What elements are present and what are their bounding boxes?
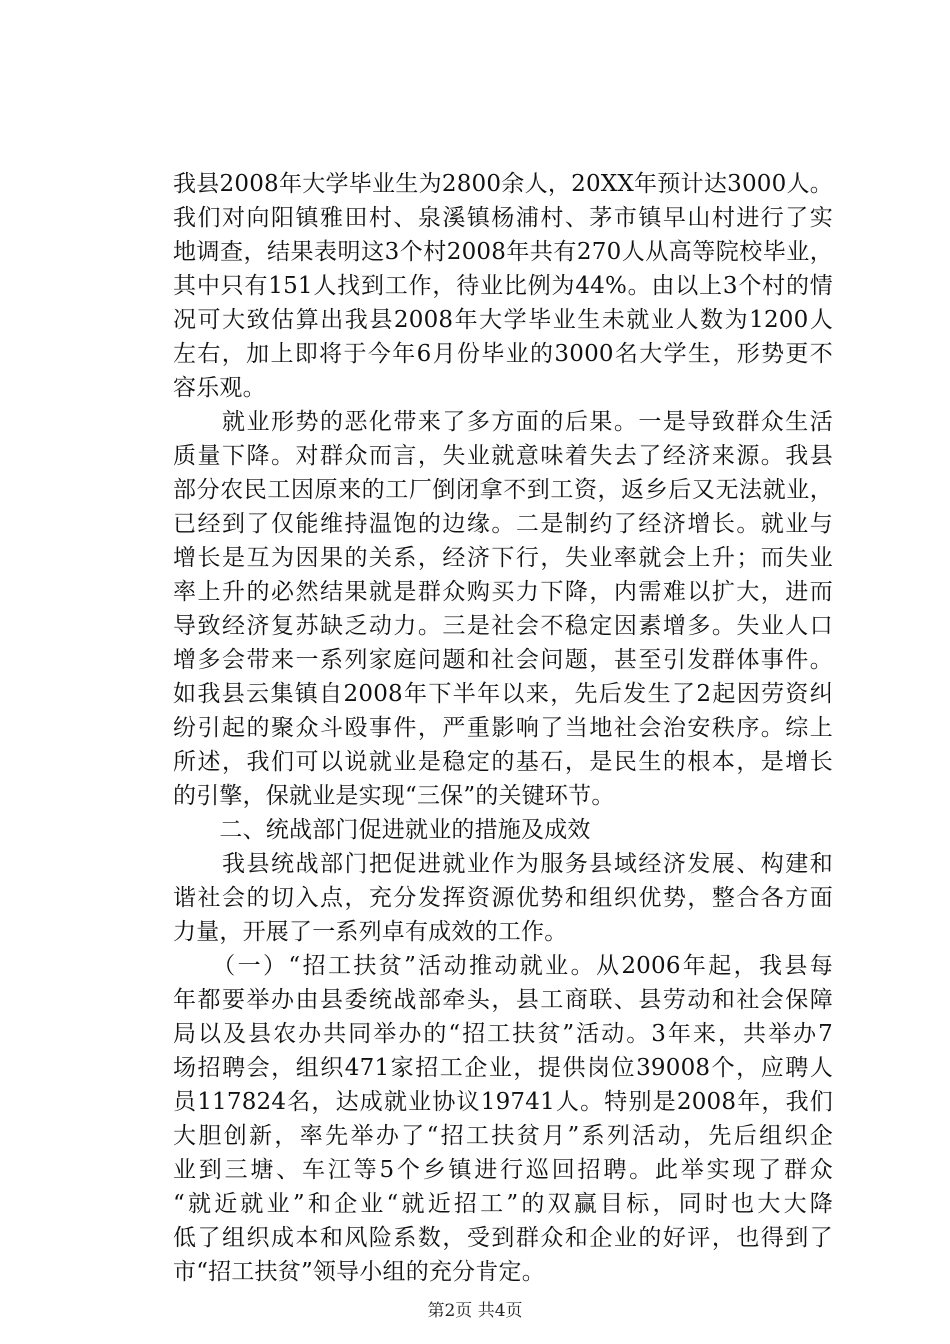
text-line: 已经到了仅能维持温饱的边缘。二是制约了经济增长。就业与 — [173, 511, 833, 537]
text-line: 的引擎，保就业是实现“三保”的关键环节。 — [173, 783, 615, 809]
text-line: 力量，开展了一系列卓有成效的工作。 — [173, 919, 568, 945]
text-line: 我县统战部门把促进就业作为服务县域经济发展、构建和 — [173, 851, 833, 877]
text-line: 我县2008年大学毕业生为2800余人，20XX年预计达3000人。 — [173, 171, 833, 197]
text-line: （一）“招工扶贫”活动推动就业。从2006年起，我县每 — [173, 953, 833, 979]
text-line: 局以及县农办共同举办的“招工扶贫”活动。3年来，共举办7 — [173, 1021, 833, 1047]
text-line: 大胆创新，率先举办了“招工扶贫月”系列活动，先后组织企 — [173, 1123, 833, 1149]
text-line: 其中只有151人找到工作，待业比例为44%。由以上3个村的情 — [173, 273, 833, 299]
text-line: 增长是互为因果的关系，经济下行，失业率就会上升；而失业 — [173, 545, 833, 571]
text-line: 增多会带来一系列家庭问题和社会问题，甚至引发群体事件。 — [173, 647, 833, 673]
page-number-footer: 第2页 共4页 — [427, 1301, 523, 1321]
text-line: 我们对向阳镇雅田村、泉溪镇杨浦村、茅市镇早山村进行了实 — [173, 205, 833, 231]
text-line: 就业形势的恶化带来了多方面的后果。一是导致群众生活 — [173, 409, 833, 435]
text-line: 场招聘会，组织471家招工企业，提供岗位39008个，应聘人 — [173, 1055, 833, 1081]
text-line: 容乐观。 — [173, 375, 266, 401]
text-line: 低了组织成本和风险系数，受到群众和企业的好评，也得到了 — [173, 1225, 833, 1251]
text-line: 员117824名，达成就业协议19741人。特别是2008年，我们 — [173, 1089, 833, 1115]
text-line: “就近就业”和企业“就近招工”的双赢目标，同时也大大降 — [173, 1191, 833, 1217]
text-line: 质量下降。对群众而言，失业就意味着失去了经济来源。我县 — [173, 443, 833, 469]
text-line: 业到三塘、车江等5个乡镇进行巡回招聘。此举实现了群众 — [173, 1157, 833, 1183]
text-line: 左右，加上即将于今年6月份毕业的3000名大学生，形势更不 — [173, 341, 833, 367]
text-line: 年都要举办由县委统战部牵头，县工商联、县劳动和社会保障 — [173, 987, 833, 1013]
text-line: 地调查，结果表明这3个村2008年共有270人从高等院校毕业， — [173, 239, 833, 265]
text-line: 谐社会的切入点，充分发挥资源优势和组织优势，整合各方面 — [173, 885, 833, 911]
text-line: 所述，我们可以说就业是稳定的基石，是民生的根本，是增长 — [173, 749, 833, 775]
text-line: 导致经济复苏缺乏动力。三是社会不稳定因素增多。失业人口 — [173, 613, 833, 639]
section-heading: 二、统战部门促进就业的措施及成效 — [173, 817, 591, 843]
text-line: 如我县云集镇自2008年下半年以来，先后发生了2起因劳资纠 — [173, 681, 833, 707]
text-line: 市“招工扶贫”领导小组的充分肯定。 — [173, 1259, 545, 1285]
text-line: 纷引起的聚众斗殴事件，严重影响了当地社会治安秩序。综上 — [173, 715, 833, 741]
text-line: 部分农民工因原来的工厂倒闭拿不到工资，返乡后又无法就业， — [173, 477, 833, 503]
text-line: 率上升的必然结果就是群众购买力下降，内需难以扩大，进而 — [173, 579, 833, 605]
text-line: 况可大致估算出我县2008年大学毕业生未就业人数为1200人 — [173, 307, 833, 333]
